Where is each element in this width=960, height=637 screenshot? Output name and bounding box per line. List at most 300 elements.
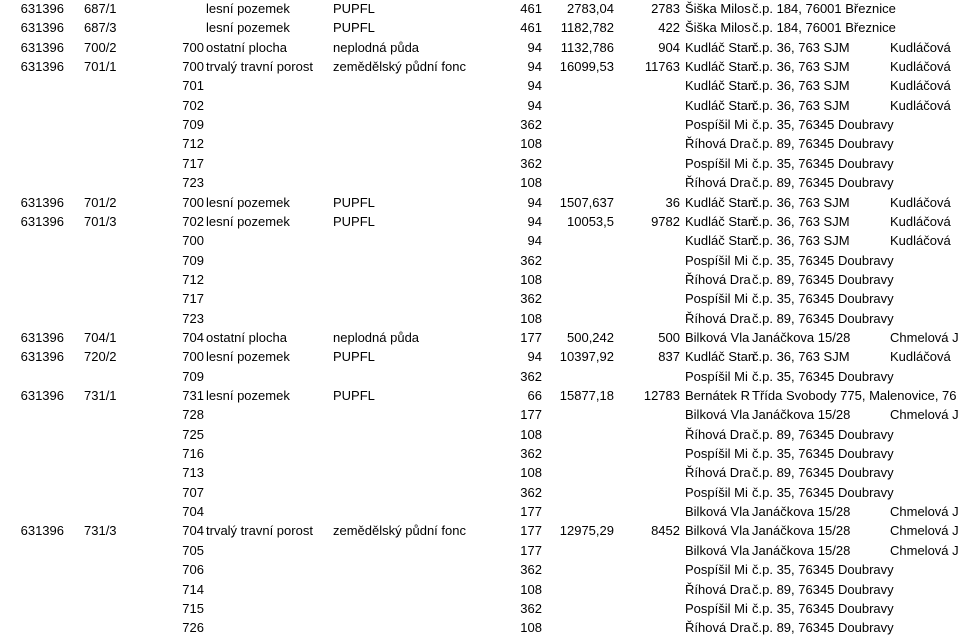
sub-parcel-cell: 702 <box>182 213 204 229</box>
owner-address-cell: č.p. 35, 76345 Doubravy <box>752 446 894 462</box>
land-use-cell <box>333 289 469 308</box>
co-owner-cell <box>890 270 960 289</box>
owner-address-cell: Janáčkova 15/28 <box>752 523 851 539</box>
sub-parcel-cell: 731 <box>182 388 204 403</box>
land-use-cell <box>333 115 469 134</box>
owner-list-cell: 94 <box>527 78 542 94</box>
cadastral-code-cell <box>0 76 64 95</box>
owner-list-cell: 461 <box>520 20 542 36</box>
share-area-cell <box>616 580 680 599</box>
table-row <box>0 38 960 57</box>
share-area-cell <box>616 483 680 502</box>
sub-parcel-cell: 700 <box>182 39 204 55</box>
sub-parcel-cell: 706 <box>182 562 204 578</box>
share-area-cell: 12783 <box>643 388 680 403</box>
owner-list-cell: 108 <box>520 175 542 191</box>
owner-name-cell: Šiška Milos <box>685 20 751 36</box>
owner-name-cell: Kudláč Stan <box>685 233 755 249</box>
share-area-cell <box>616 405 680 424</box>
owner-list-cell: 94 <box>527 349 542 365</box>
share-area-cell <box>616 502 680 521</box>
parcel-number-cell <box>84 618 144 637</box>
area-cell: 500,242 <box>567 329 614 345</box>
table-row <box>0 618 960 637</box>
owner-name-cell: Říhová Dra <box>685 465 751 481</box>
sub-parcel-cell: 704 <box>182 504 204 520</box>
table-row <box>0 541 960 560</box>
land-type-cell: lesní pozemek <box>206 1 290 16</box>
owner-name-cell: Pospíšil Mi <box>685 600 748 616</box>
cadastral-code-cell <box>0 115 64 134</box>
co-owner-cell <box>890 483 960 502</box>
owner-address-cell: Janáčkova 15/28 <box>752 407 851 423</box>
owner-list-cell: 94 <box>527 97 542 113</box>
share-area-cell <box>616 231 680 250</box>
owner-name-cell: Říhová Dra <box>685 271 751 287</box>
share-area-cell <box>616 599 680 618</box>
owner-address-cell: č.p. 35, 76345 Doubravy <box>752 117 894 133</box>
cadastral-code-cell: 631396 <box>20 388 64 403</box>
co-owner-cell: Chmelová J <box>890 329 959 345</box>
area-cell <box>544 541 614 560</box>
owner-address-cell: č.p. 89, 76345 Doubravy <box>752 620 894 636</box>
co-owner-cell: Kudláčová <box>890 213 951 229</box>
co-owner-cell: Kudláčová <box>890 39 951 55</box>
land-type-cell: lesní pozemek <box>206 388 290 403</box>
parcel-number-cell <box>84 405 144 424</box>
co-owner-cell <box>890 134 960 153</box>
share-area-cell <box>616 154 680 173</box>
land-use-cell <box>333 270 469 289</box>
table-row <box>0 309 960 328</box>
land-use-cell <box>333 251 469 270</box>
owner-name-cell: Kudláč Stan <box>685 78 755 94</box>
owner-address-cell: Janáčkova 15/28 <box>752 542 851 558</box>
parcel-number-cell <box>84 154 144 173</box>
share-area-cell <box>616 251 680 270</box>
owner-address-cell: č.p. 36, 763 SJM <box>752 78 850 94</box>
land-type-cell: trvalý travní porost <box>206 523 313 539</box>
land-type-cell <box>206 289 330 308</box>
sub-parcel-cell: 705 <box>182 542 204 558</box>
share-area-cell <box>616 541 680 560</box>
co-owner-cell <box>890 580 960 599</box>
cadastral-code-cell <box>0 289 64 308</box>
land-use-cell <box>333 618 469 637</box>
cadastral-code-cell <box>0 134 64 153</box>
land-use-cell <box>333 463 469 482</box>
parcel-number-cell <box>84 560 144 579</box>
land-use-cell: PUPFL <box>333 388 375 403</box>
co-owner-cell: Chmelová J <box>890 407 959 423</box>
area-cell: 15877,18 <box>559 388 614 403</box>
table-row <box>0 328 960 347</box>
land-use-cell <box>333 231 469 250</box>
land-type-cell <box>206 173 330 192</box>
owner-address-cell: č.p. 184, 76001 Březnice <box>752 1 896 16</box>
area-cell <box>544 115 614 134</box>
owner-name-cell: Říhová Dra <box>685 175 751 191</box>
owner-name-cell: Pospíšil Mi <box>685 155 748 171</box>
land-use-cell <box>333 405 469 424</box>
parcel-number-cell: 700/2 <box>84 39 117 55</box>
cadastral-code-cell <box>0 231 64 250</box>
owner-address-cell: č.p. 35, 76345 Doubravy <box>752 484 894 500</box>
sub-parcel-cell: 700 <box>182 59 204 75</box>
co-owner-cell: Chmelová J <box>890 523 959 539</box>
parcel-number-cell: 701/2 <box>84 194 117 210</box>
table-row <box>0 580 960 599</box>
sub-parcel-cell: 700 <box>182 194 204 210</box>
co-owner-cell <box>890 599 960 618</box>
co-owner-cell <box>890 560 960 579</box>
share-area-cell <box>616 115 680 134</box>
owner-address-cell: č.p. 35, 76345 Doubravy <box>752 155 894 171</box>
land-use-cell <box>333 580 469 599</box>
land-use-cell <box>333 309 469 328</box>
land-use-cell <box>333 599 469 618</box>
area-cell <box>544 134 614 153</box>
co-owner-cell: Kudláčová <box>890 349 951 365</box>
parcel-number-cell <box>84 502 144 521</box>
parcel-number-cell <box>84 483 144 502</box>
owner-list-cell: 362 <box>520 562 542 578</box>
land-type-cell <box>206 231 330 250</box>
area-cell: 1182,782 <box>560 20 614 36</box>
table-row <box>0 367 960 386</box>
owner-name-cell: Bilková Vla <box>685 523 750 539</box>
sub-parcel-cell: 726 <box>182 620 204 636</box>
parcel-number-cell <box>84 541 144 560</box>
area-cell <box>544 580 614 599</box>
parcel-number-cell: 731/3 <box>84 523 117 539</box>
co-owner-cell <box>890 173 960 192</box>
area-cell <box>544 173 614 192</box>
parcel-number-cell <box>84 231 144 250</box>
area-cell <box>544 270 614 289</box>
owner-address-cell: č.p. 36, 763 SJM <box>752 349 850 365</box>
table-row <box>0 134 960 153</box>
owner-list-cell: 108 <box>520 581 542 597</box>
cadastral-code-cell <box>0 618 64 637</box>
owner-list-cell: 94 <box>527 213 542 229</box>
sub-parcel-cell: 704 <box>182 329 204 345</box>
owner-list-cell: 94 <box>527 194 542 210</box>
owner-list-cell: 108 <box>520 310 542 326</box>
table-row <box>0 444 960 463</box>
land-type-cell <box>206 76 330 95</box>
land-type-cell <box>206 96 330 115</box>
land-use-cell: neplodná půda <box>333 329 420 345</box>
cadastral-code-cell <box>0 154 64 173</box>
share-area-cell <box>616 270 680 289</box>
cadastral-code-cell: 631396 <box>20 194 64 210</box>
land-type-cell <box>206 425 330 444</box>
land-type-cell <box>206 154 330 173</box>
owner-list-cell: 362 <box>520 117 542 133</box>
owner-name-cell: Pospíšil Mi <box>685 446 748 462</box>
land-type-cell <box>206 444 330 463</box>
land-type-cell: ostatní plocha <box>206 39 287 55</box>
parcel-number-cell <box>84 134 144 153</box>
area-cell: 10053,5 <box>567 213 614 229</box>
owner-list-cell: 177 <box>520 329 542 345</box>
area-cell <box>544 483 614 502</box>
land-type-cell <box>206 463 330 482</box>
table-row <box>0 502 960 521</box>
area-cell: 10397,92 <box>559 349 614 365</box>
share-area-cell: 36 <box>665 194 680 210</box>
co-owner-cell <box>890 463 960 482</box>
owner-address-cell: č.p. 36, 763 SJM <box>752 59 850 75</box>
owner-address-cell: č.p. 35, 76345 Doubravy <box>752 291 894 307</box>
owner-address-cell: Janáčkova 15/28 <box>752 329 851 345</box>
share-area-cell <box>616 76 680 95</box>
owner-name-cell: Říhová Dra <box>685 426 751 442</box>
land-type-cell <box>206 560 330 579</box>
land-use-cell: PUPFL <box>333 194 375 210</box>
share-area-cell: 8452 <box>651 523 680 539</box>
table-row <box>0 270 960 289</box>
table-row <box>0 18 960 37</box>
sub-parcel-cell: 709 <box>182 117 204 133</box>
cadastral-code-cell <box>0 483 64 502</box>
cadastral-code-cell <box>0 270 64 289</box>
land-type-cell: lesní pozemek <box>206 213 290 229</box>
sub-parcel-cell: 716 <box>182 446 204 462</box>
owner-list-cell: 362 <box>520 155 542 171</box>
co-owner-cell <box>890 444 960 463</box>
share-area-cell <box>616 367 680 386</box>
cadastral-code-cell: 631396 <box>20 39 64 55</box>
land-type-cell: trvalý travní porost <box>206 59 313 75</box>
cadastral-code-cell <box>0 580 64 599</box>
sub-parcel-cell: 707 <box>182 484 204 500</box>
area-cell: 12975,29 <box>559 523 614 539</box>
table-row <box>0 115 960 134</box>
cadastral-code-cell <box>0 173 64 192</box>
owner-name-cell: Pospíšil Mi <box>685 291 748 307</box>
sub-parcel-cell: 709 <box>182 252 204 268</box>
share-area-cell <box>616 560 680 579</box>
land-use-cell: PUPFL <box>333 1 375 16</box>
area-cell <box>544 560 614 579</box>
owner-list-cell: 108 <box>520 271 542 287</box>
owner-name-cell: Pospíšil Mi <box>685 484 748 500</box>
co-owner-cell: Kudláčová <box>890 233 951 249</box>
land-use-cell: PUPFL <box>333 349 375 365</box>
area-cell <box>544 599 614 618</box>
area-cell <box>544 367 614 386</box>
area-cell <box>544 444 614 463</box>
table-row <box>0 76 960 95</box>
land-use-cell <box>333 502 469 521</box>
land-use-cell <box>333 173 469 192</box>
co-owner-cell: Chmelová J <box>890 504 959 520</box>
parcel-number-cell: 731/1 <box>84 388 117 403</box>
owner-name-cell: Bilková Vla <box>685 329 750 345</box>
area-cell <box>544 425 614 444</box>
owner-list-cell: 108 <box>520 136 542 152</box>
sub-parcel-cell <box>160 18 204 37</box>
owner-list-cell: 177 <box>520 407 542 423</box>
owner-name-cell: Říhová Dra <box>685 136 751 152</box>
table-row <box>0 57 960 76</box>
owner-address-cell: č.p. 89, 76345 Doubravy <box>752 310 894 326</box>
area-cell <box>544 405 614 424</box>
table-row <box>0 193 960 212</box>
owner-name-cell: Říhová Dra <box>685 581 751 597</box>
table-row <box>0 599 960 618</box>
cadastral-code-cell <box>0 560 64 579</box>
owner-list-cell: 177 <box>520 504 542 520</box>
owner-list-cell: 108 <box>520 465 542 481</box>
cadastral-code-cell <box>0 405 64 424</box>
cadastral-code-cell <box>0 309 64 328</box>
owner-address-cell: č.p. 36, 763 SJM <box>752 233 850 249</box>
share-area-cell <box>616 289 680 308</box>
sub-parcel-cell: 725 <box>182 426 204 442</box>
owner-list-cell: 66 <box>527 388 542 403</box>
land-use-cell: neplodná půda <box>333 39 420 55</box>
owner-list-cell: 94 <box>527 39 542 55</box>
parcel-number-cell <box>84 96 144 115</box>
co-owner-cell: Kudláčová <box>890 97 951 113</box>
cadastral-code-cell <box>0 599 64 618</box>
sub-parcel-cell: 712 <box>182 271 204 287</box>
land-type-cell <box>206 580 330 599</box>
owner-list-cell: 362 <box>520 484 542 500</box>
table-row <box>0 289 960 308</box>
area-cell: 1132,786 <box>560 39 614 55</box>
owner-name-cell: Kudláč Stan <box>685 39 755 55</box>
land-type-cell: ostatní plocha <box>206 329 287 345</box>
parcel-number-cell: 687/1 <box>84 1 117 16</box>
share-area-cell <box>616 444 680 463</box>
table-row <box>0 386 960 405</box>
owner-list-cell: 94 <box>527 233 542 249</box>
area-cell <box>544 76 614 95</box>
owner-list-cell: 177 <box>520 523 542 539</box>
owner-name-cell: Bilková Vla <box>685 542 750 558</box>
sub-parcel-cell: 713 <box>182 465 204 481</box>
land-use-cell <box>333 367 469 386</box>
table-row <box>0 212 960 231</box>
land-use-cell: PUPFL <box>333 20 375 36</box>
sub-parcel-cell: 709 <box>182 368 204 384</box>
share-area-cell: 904 <box>658 39 680 55</box>
share-area-cell <box>616 463 680 482</box>
owner-address-cell: č.p. 35, 76345 Doubravy <box>752 252 894 268</box>
land-type-cell <box>206 309 330 328</box>
land-use-cell <box>333 560 469 579</box>
parcel-number-cell: 704/1 <box>84 329 117 345</box>
parcel-number-cell <box>84 599 144 618</box>
land-use-cell: zemědělský půdní fonc <box>333 523 466 539</box>
sub-parcel-cell: 704 <box>182 523 204 539</box>
owner-name-cell: Kudláč Stan <box>685 59 755 75</box>
table-row <box>0 154 960 173</box>
land-type-cell <box>206 541 330 560</box>
land-type-cell: lesní pozemek <box>206 349 290 365</box>
land-use-cell <box>333 96 469 115</box>
share-area-cell <box>616 134 680 153</box>
table-row <box>0 463 960 482</box>
cadastral-code-cell: 631396 <box>20 59 64 75</box>
owner-address-cell: č.p. 89, 76345 Doubravy <box>752 136 894 152</box>
owner-list-cell: 362 <box>520 368 542 384</box>
owner-list-cell: 177 <box>520 542 542 558</box>
land-type-cell: lesní pozemek <box>206 194 290 210</box>
table-row <box>0 0 960 18</box>
table-row <box>0 560 960 579</box>
owner-name-cell: Bernátek R <box>685 388 751 403</box>
co-owner-cell <box>890 115 960 134</box>
sub-parcel-cell: 714 <box>182 581 204 597</box>
parcel-number-cell <box>84 580 144 599</box>
sub-parcel-cell: 723 <box>182 310 204 326</box>
sub-parcel-cell: 717 <box>182 155 204 171</box>
co-owner-cell <box>890 309 960 328</box>
sub-parcel-cell: 712 <box>182 136 204 152</box>
land-type-cell <box>206 405 330 424</box>
area-cell <box>544 309 614 328</box>
sub-parcel-cell: 700 <box>182 349 204 365</box>
owner-name-cell: Bilková Vla <box>685 407 750 423</box>
share-area-cell: 2783 <box>651 1 680 16</box>
parcel-number-cell <box>84 444 144 463</box>
parcel-number-cell: 720/2 <box>84 349 117 365</box>
table-row <box>0 425 960 444</box>
table-row <box>0 251 960 270</box>
co-owner-cell: Kudláčová <box>890 194 951 210</box>
parcel-number-cell: 701/3 <box>84 213 117 229</box>
land-type-cell <box>206 618 330 637</box>
sub-parcel-cell: 728 <box>182 407 204 423</box>
co-owner-cell <box>890 154 960 173</box>
share-area-cell <box>616 618 680 637</box>
sub-parcel-cell: 715 <box>182 600 204 616</box>
parcel-number-cell <box>84 76 144 95</box>
parcel-number-cell <box>84 309 144 328</box>
cadastral-code-cell: 631396 <box>20 213 64 229</box>
share-area-cell <box>616 425 680 444</box>
area-cell <box>544 289 614 308</box>
area-cell <box>544 618 614 637</box>
co-owner-cell: Chmelová J <box>890 542 959 558</box>
cadastral-code-cell <box>0 96 64 115</box>
area-cell: 16099,53 <box>559 59 614 75</box>
owner-address-cell: č.p. 184, 76001 Březnice <box>752 20 896 36</box>
owner-address-cell: č.p. 89, 76345 Doubravy <box>752 581 894 597</box>
owner-address-cell: č.p. 36, 763 SJM <box>752 39 850 55</box>
owner-address-cell: č.p. 89, 76345 Doubravy <box>752 175 894 191</box>
owner-name-cell: Pospíšil Mi <box>685 368 748 384</box>
owner-name-cell: Šiška Milos <box>685 1 751 16</box>
cadastral-code-cell <box>0 502 64 521</box>
land-type-cell <box>206 134 330 153</box>
co-owner-cell <box>890 289 960 308</box>
owner-address-cell: Janáčkova 15/28 <box>752 504 851 520</box>
cadastral-code-cell: 631396 <box>20 523 64 539</box>
land-type-cell <box>206 502 330 521</box>
land-type-cell <box>206 251 330 270</box>
table-row <box>0 96 960 115</box>
sub-parcel-cell: 723 <box>182 175 204 191</box>
owner-name-cell: Kudláč Stan <box>685 97 755 113</box>
table-row <box>0 347 960 366</box>
area-cell <box>544 154 614 173</box>
